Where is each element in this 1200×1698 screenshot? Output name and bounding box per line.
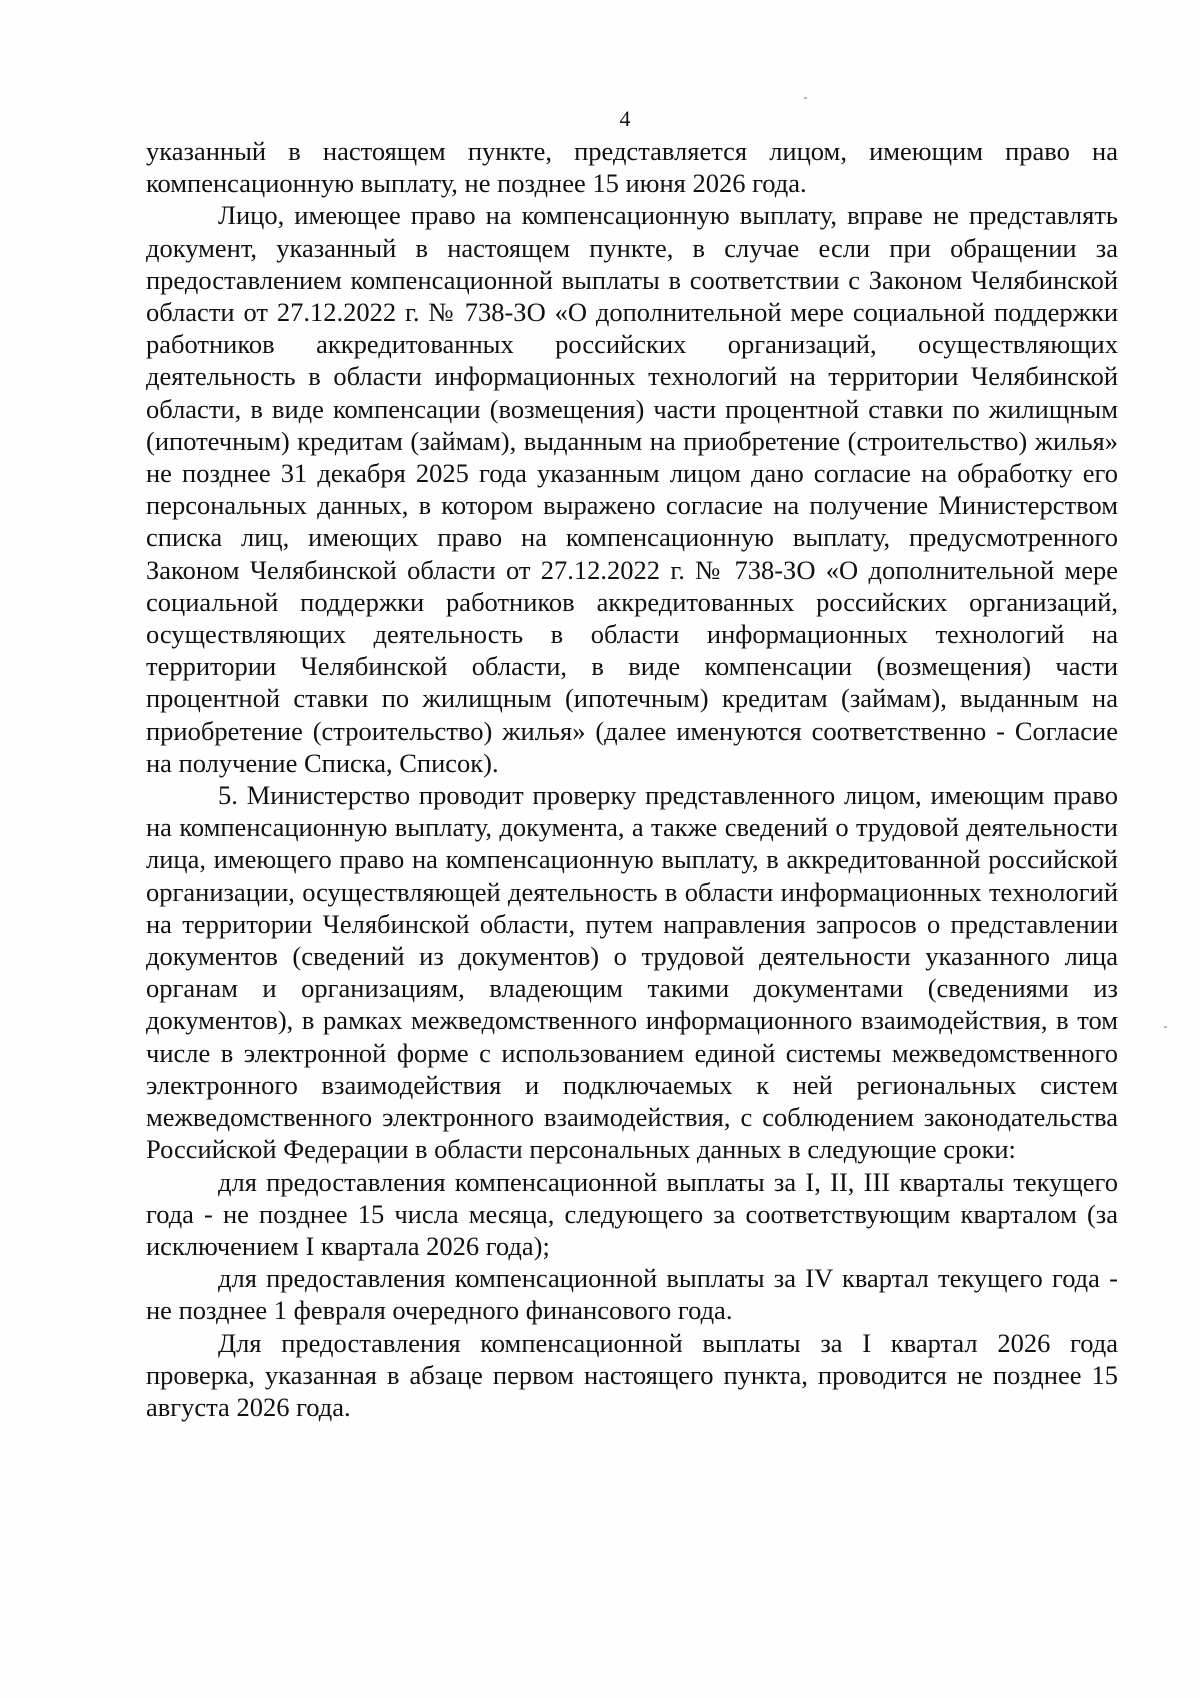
page-number: 4 bbox=[619, 106, 631, 131]
paragraph-continuation: указанный в настоящем пункте, представляется лицом, имеющим право на компенсационную выплату, не позднее 15 июня 2026 года. bbox=[146, 136, 1118, 199]
paragraph-consent-exemption: Лицо, имеющее право на компенсационную выплату, вправе не представлять документ, указанный в настоящем пункте, в случае если при обращении за предоставлением компенсационной выплаты в соответствии с Законом Челябинской области от 27.12.2022 г. № 738-ЗО «О дополнительной мере социальной поддержки работников аккредитованных российских организаций, осуществляющих деятельность в области информационных технологий на территории Челябинской области, в виде компенсации (возмещения) части процентной ставки по жилищным (ипотечным) кредитам (займам), выданным на приобретение (строительство) жилья» не позднее 31 декабря 2025 года указанным лицом дано согласие на обработку его персональных данных, в котором выражено согласие на получение Министерством списка лиц, имеющих право на компенсационную выплату, предусмотренного Законом Челябинской области от 27.12.2022 г. № 738-ЗО «О дополнительной мере социальной поддержки работников аккредитованных российских организаций, осуществляющих деятельность в области информационных технологий на территории Челябинской области, в виде компенсации (возмещения) части процентной ставки по жилищным (ипотечным) кредитам (займам), выданным на приобретение (строительство) жилья» (далее именуются соответственно - Согласие на получение Списка, Список). bbox=[146, 200, 1118, 778]
scan-speck-mark bbox=[1164, 1026, 1167, 1028]
paragraph-deadline-quarters-1-3: для предоставления компенсационной выплаты за I, II, III кварталы текущего года - не позднее 15 числа месяца, следующего за соответствующим кварталом (за исключением I квартала 2026 года); bbox=[146, 1166, 1118, 1261]
paragraph-deadline-first-quarter-2026: Для предоставления компенсационной выплаты за I квартал 2026 года проверка, указанная в абзаце первом настоящего пункта, проводится не позднее 15 августа 2026 года. bbox=[146, 1327, 1118, 1422]
scan-speck-mark bbox=[804, 97, 807, 99]
paragraph-item-5-verification: 5. Министерство проводит проверку представленного лицом, имеющим право на компенсационную выплату, документа, а также сведений о трудовой деятельности лица, имеющего право на компенсационную выплату, в аккредитованной российской организации, осуществляющей деятельность в области информационных технологий на территории Челябинской области, путем направления запросов о представлении документов (сведений из документов) о трудовой деятельности указанного лица органам и организациям, владеющим такими документами (сведениями из документов), в рамках межведомственного информационного взаимодействия, в том числе в электронной форме с использованием единой системы межведомственного электронного взаимодействия и подключаемых к ней региональных систем межведомственного электронного взаимодействия, с соблюдением законодательства Российской Федерации в области персональных данных в следующие сроки: bbox=[146, 780, 1118, 1165]
paragraph-deadline-quarter-4: для предоставления компенсационной выплаты за IV квартал текущего года - не позднее 1 февраля очередного финансового года. bbox=[146, 1263, 1118, 1326]
document-body bbox=[146, 135, 1118, 1423]
